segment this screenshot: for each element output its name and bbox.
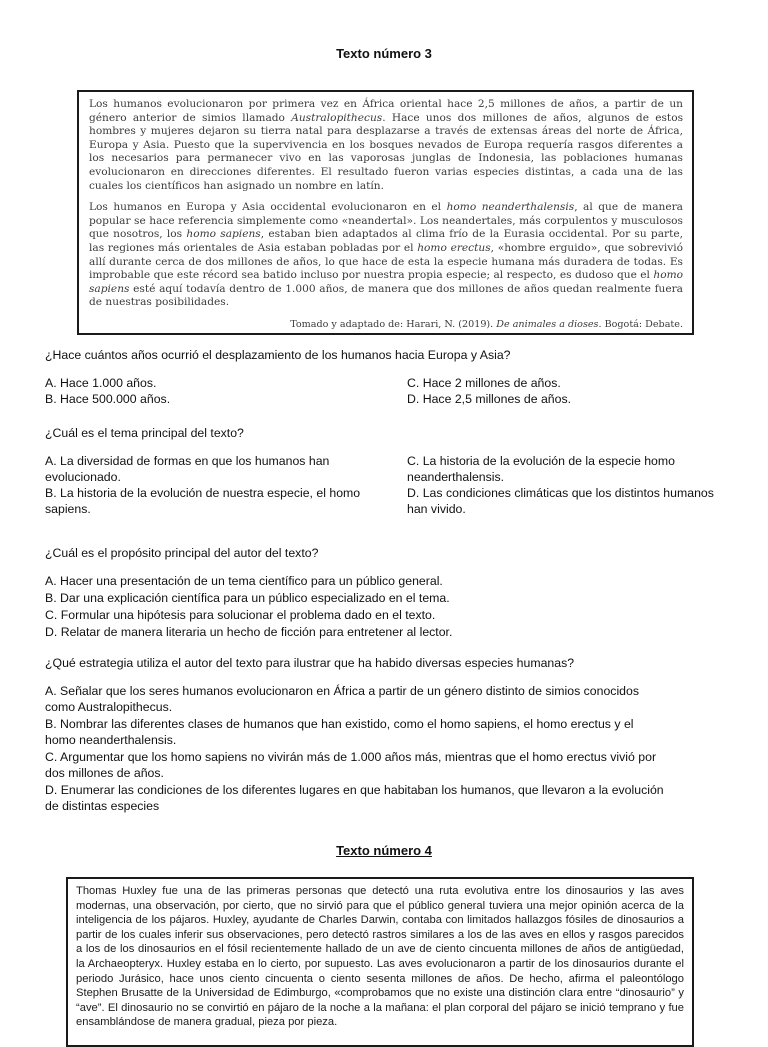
texto-3-box <box>77 90 694 335</box>
question-2-option-a[interactable]: A. La diversidad de formas en que los humanos han evolucionado. <box>45 454 330 484</box>
question-1-option-a[interactable]: A. Hace 1.000 años. <box>45 376 157 390</box>
question-3-option-d[interactable]: D. Relatar de manera literaria un hecho de ficción para entretener al lector. <box>45 625 453 639</box>
texto-4-title: Texto número 4 <box>336 843 432 858</box>
texto-4-box <box>66 877 694 1047</box>
question-2: ¿Cuál es el tema principal del texto? <box>45 426 244 440</box>
question-1-option-b[interactable]: B. Hace 500.000 años. <box>45 392 171 406</box>
texto-4-paragraph: Thomas Huxley fue una de las primeras personas que detectó una ruta evolutiva entre los dinosaurios y las aves modernas, una observación, por cierto, que no sirvió para que el público general tuviera una mejor opinión acerca de la inteligencia de los pájaros. Huxley, ayudante de Charles Darwin, contaba con limitados hallazgos fósiles de dinosaurios a partir de los cuales inferir sus observaciones, pero detectó rastros similares a los de las aves en ellos y rasgos parecidos a los de los dinosaurios en el fósil recientemente hallado de un ave de ciento cincuenta millones de años de antigüedad, la Archaeopteryx. Huxley estaba en lo cierto, por supuesto. Las aves evolucionaron a partir de los dinosaurios durante el periodo Jurásico, hace unos ciento cincuenta o ciento sesenta millones de años. De hecho, afirma el paleontólogo Stephen Brusatte de la Universidad de Edimburgo, «comprobamos que no existe una distinción clara entre “dinosaurio” y “ave”. El dinosaurio no se convirtió en pájaro de la noche a la mañana: el plan corporal del pájaro se inició temprano y fue ensamblándose de manera gradual, pieza por pieza. <box>76 885 684 1029</box>
question-3-option-b[interactable]: B. Dar una explicación científica para un público especializado en el tema. <box>45 591 450 605</box>
question-1-option-d[interactable]: D. Hace 2,5 millones de años. <box>407 392 572 406</box>
question-1-option-c[interactable]: C. Hace 2 millones de años. <box>407 376 561 390</box>
question-4-option-d[interactable]: D. Enumerar las condiciones de los diferentes lugares en que habitaban los humanos, que llevaron a la evolución de distintas especies <box>45 783 664 813</box>
question-2-option-b[interactable]: B. La historia de la evolución de nuestra especie, el homo sapiens. <box>45 486 361 516</box>
texto-3-paragraph-2: Los humanos en Europa y Asia occidental evolucionaron en el homo neanderthalensis, al que de manera popular se hace referencia simplemente como «neandertal». Los neandertales, más corpulentos y musculosos que nosotros, los homo sapiens, estaban bien adaptados al clima frío de la Eurasia occidental. Por su parte, las regiones más orientales de Asia estaban pobladas por el homo erectus, «hombre erguido», que sobrevivió allí durante cerca de dos millones de años, lo que hace de esta la especie humana más duradera de todas. Es improbable que este récord sea batido incluso por nuestra propia especie; al respecto, es dudoso que el homo sapiens esté aquí todavía dentro de 1.000 años, de manera que dos millones de años quedan realmente fuera de nuestras posibilidades. <box>89 201 683 309</box>
question-4-option-c[interactable]: C. Argumentar que los homo sapiens no vivirán más de 1.000 años más, mientras que el homo erectus vivió por dos millones de años. <box>45 750 657 780</box>
question-3-option-a[interactable]: A. Hacer una presentación de un tema científico para un público general. <box>45 574 443 588</box>
question-2-option-d[interactable]: D. Las condiciones climáticas que los distintos humanos han vivido. <box>407 486 714 516</box>
texto-3-paragraph-1: Los humanos evolucionaron por primera vez en África oriental hace 2,5 millones de años, a partir de un género anterior de simios llamado Australopithecus. Hace unos dos millones de años, algunos de estos hombres y mujeres dejaron su tierra natal para desplazarse a través de extensas áreas del norte de África, Europa y Asia. Puesto que la supervivencia en los bosques nevados de Europa requería rasgos diferentes a los necesarios para permanecer vivo en las vaporosas junglas de Indonesia, las poblaciones humanas evolucionaron en direcciones diferentes. El resultado fueron varias especies distintas, a cada una de las cuales los científicos han asignado un nombre en latín. <box>89 98 684 192</box>
question-1: ¿Hace cuántos años ocurrió el desplazamiento de los humanos hacia Europa y Asia? <box>45 348 511 362</box>
texto-3-citation: Tomado y adaptado de: Harari, N. (2019). De animales a dioses. Bogotá: Debate. <box>290 318 683 330</box>
question-4: ¿Qué estrategia utiliza el autor del texto para ilustrar que ha habido diversas especies humanas? <box>45 656 575 670</box>
question-3: ¿Cuál es el propósito principal del autor del texto? <box>45 546 319 560</box>
question-2-option-c[interactable]: C. La historia de la evolución de la especie homo neanderthalensis. <box>407 454 675 484</box>
question-4-option-a[interactable]: A. Señalar que los seres humanos evolucionaron en África a partir de un género distinto de simios conocidos como Australopithecus. <box>45 684 640 714</box>
question-4-option-b[interactable]: B. Nombrar las diferentes clases de humanos que han existido, como el homo sapiens, el homo erectus y el homo neanderthalensis. <box>45 717 634 747</box>
texto-3-title: Texto número 3 <box>336 46 432 61</box>
question-3-option-c[interactable]: C. Formular una hipótesis para solucionar el problema dado en el texto. <box>45 608 436 622</box>
